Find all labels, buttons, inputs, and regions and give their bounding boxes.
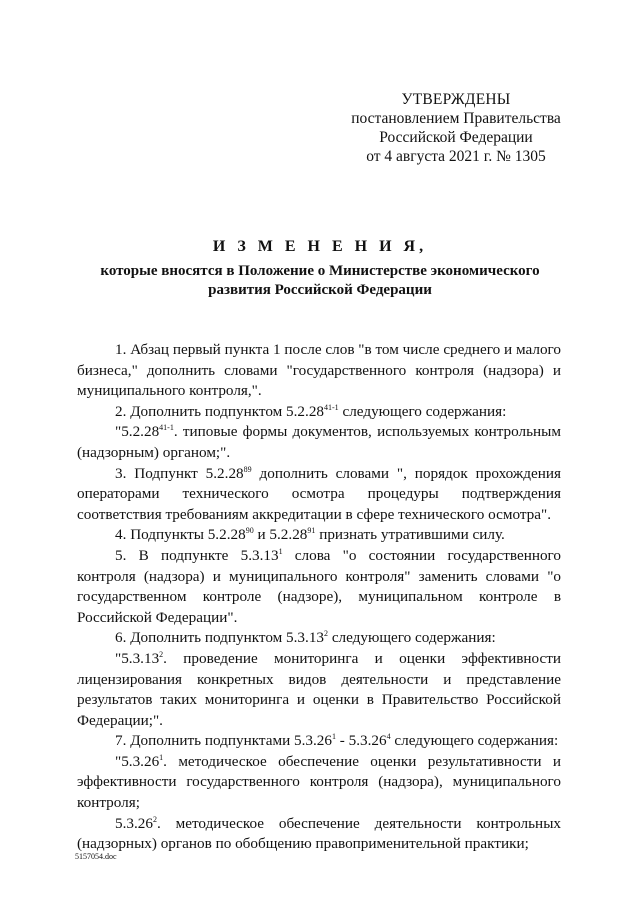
paragraph-5-text-b: и 5.2.28	[253, 526, 308, 544]
paragraph-2-text-a: 2. Дополнить подпунктом 5.2.28	[115, 402, 325, 420]
document-body	[77, 340, 561, 855]
paragraph-8-text-b: . проведение мониторинга и оценки эффективности лицензирования конкретных видов деятельности и представление результатов таких мониторинга и оценки в Правительство Российской Федерации;".	[77, 649, 561, 729]
paragraph-6-sup: 1	[278, 546, 283, 556]
file-name-footer: 5157054.doc	[75, 852, 117, 861]
paragraph-3-sup: 41-1	[159, 423, 174, 433]
paragraph-11-text-b: . методическое обеспечение деятельности контрольных (надзорных) органов по обобщению правоприменительной практики;	[77, 814, 561, 853]
paragraph-5	[77, 525, 561, 546]
paragraph-5-sup-2: 91	[307, 526, 316, 536]
paragraph-5-text-a: 4. Подпункты 5.2.28	[115, 526, 246, 544]
paragraph-5-text-c: признать утратившими силу.	[315, 526, 505, 544]
paragraph-9-text-b: - 5.3.26	[335, 732, 387, 750]
paragraph-8-sup: 2	[159, 649, 164, 659]
paragraph-7-text-a: 6. Дополнить подпунктом 5.3.13	[115, 629, 325, 647]
approval-line-2: Российской Федерации	[379, 129, 533, 146]
paragraph-10-sup: 1	[159, 752, 164, 762]
paragraph-11-sup: 2	[152, 814, 157, 824]
paragraph-6-text-b: слова "о состоянии государственного контроля (надзора) и муниципального контроля" заменить словами "о государственном контроле (надзоре), муниципальном контроле в Российской Федерации".	[77, 546, 562, 626]
paragraph-10	[77, 752, 561, 814]
approval-block	[346, 90, 566, 166]
paragraph-6-text-a: 5. В подпункте 5.3.13	[115, 546, 279, 564]
paragraph-3-text-a: "5.2.28	[115, 423, 160, 441]
paragraph-11-text-a: 5.3.26	[115, 814, 153, 832]
approval-date-line: от 4 августа 2021 г. № 1305	[366, 148, 546, 165]
paragraph-9-sup-2: 4	[386, 732, 391, 742]
paragraph-4-sup: 89	[243, 464, 252, 474]
paragraph-2-sup: 41-1	[324, 402, 339, 412]
paragraph-3	[77, 422, 561, 463]
paragraph-9-text-a: 7. Дополнить подпунктами 5.3.26	[115, 732, 332, 750]
paragraph-9	[77, 731, 561, 752]
paragraph-7	[77, 628, 561, 649]
paragraph-5-sup-1: 90	[245, 526, 254, 536]
paragraph-9-sup-1: 1	[331, 732, 336, 742]
subtitle-line-1: которые вносятся в Положение о Министерстве экономического	[100, 263, 540, 279]
paragraph-1	[77, 340, 561, 402]
paragraph-7-sup: 2	[324, 629, 329, 639]
paragraph-4-text-b: дополнить словами ", порядок прохождения операторами технического осмотра процедуры подтверждения соответствия требованиям аккредитации в сфере технического осмотра".	[77, 464, 561, 523]
paragraph-9-text-c: следующего содержания:	[390, 732, 559, 750]
document-title: И З М Е Н Е Н И Я,	[212, 238, 428, 255]
paragraph-3-text-b: . типовые формы документов, используемых контрольным (надзорным) органом;".	[77, 423, 561, 461]
paragraph-8	[77, 649, 561, 731]
approval-line-1: постановлением Правительства	[351, 110, 561, 127]
subtitle-line-2: развития Российской Федерации	[208, 282, 432, 298]
approval-heading: УТВЕРЖДЕНЫ	[401, 91, 511, 108]
paragraph-1-text: 1. Абзац первый пункта 1 после слов "в том числе среднего и малого бизнеса," дополнить словами "государственного контроля (надзора) и муниципального контроля,".	[77, 341, 561, 400]
paragraph-11	[77, 814, 561, 855]
paragraph-6	[77, 546, 561, 628]
paragraph-10-text-a: "5.3.26	[115, 752, 160, 770]
paragraph-4-text-a: 3. Подпункт 5.2.28	[115, 464, 244, 482]
paragraph-8-text-a: "5.3.13	[115, 649, 160, 667]
paragraph-2-text-b: следующего содержания:	[338, 402, 507, 420]
paragraph-4	[77, 464, 561, 526]
paragraph-10-text-b: . методическое обеспечение оценки результативности и эффективности государственного контроля (надзора), муниципального контроля;	[77, 752, 561, 812]
document-subtitle	[80, 262, 560, 300]
paragraph-2	[77, 402, 561, 423]
paragraph-7-text-b: следующего содержания:	[328, 629, 496, 647]
